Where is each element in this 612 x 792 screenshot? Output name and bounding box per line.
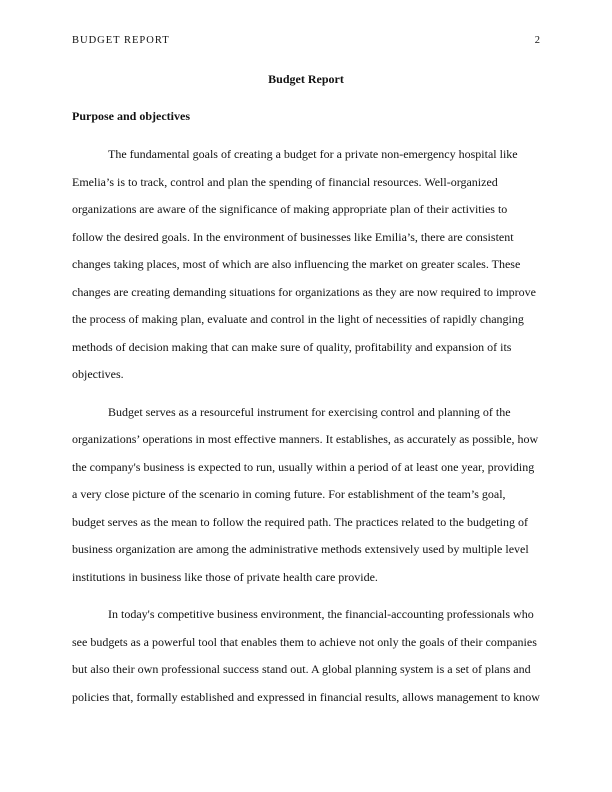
text-line: budget serves as the mean to follow the required path. The practices related to the budgeting of — [72, 514, 528, 529]
document-body — [72, 141, 542, 721]
paragraph — [72, 399, 542, 592]
text-line: organizations’ operations in most effective manners. It establishes, as accurately as possible, how — [72, 432, 539, 446]
text-line: but also their own professional success stand out. A global planning system is a set of plans and — [72, 662, 531, 676]
page-number: 2 — [534, 35, 540, 46]
text-line: a very close picture of the scenario in coming future. For establishment of the team’s goal, — [72, 487, 506, 501]
text-line: the company's business is expected to run, usually within a period of at least one year, providing — [72, 459, 535, 474]
running-head: BUDGET REPORT — [72, 35, 170, 46]
text-line: policies that, formally established and expressed in financial results, allows management to know — [72, 689, 540, 704]
text-line: Budget serves as a resourceful instrument for exercising control and planning of the — [108, 404, 511, 419]
paragraph — [72, 601, 542, 711]
text-line: In today's competitive business environment, the financial-accounting professionals who — [108, 607, 534, 621]
text-line: Emelia’s is to track, control and plan the spending of financial resources. Well-organized — [72, 174, 498, 189]
text-line: changes are creating demanding situations for organizations as they are now required to improve — [72, 284, 536, 299]
paragraph — [72, 141, 542, 389]
text-line: follow the desired goals. In the environment of businesses like Emilia’s, there are consistent — [72, 229, 514, 244]
text-line: methods of decision making that can make sure of quality, profitability and expansion of its — [72, 339, 512, 354]
text-line: business organization are among the administrative methods extensively used by multiple level — [72, 542, 529, 556]
text-line: changes taking places, most of which are also influencing the market on greater scales. These — [72, 257, 521, 271]
text-line: the process of making plan, evaluate and control in the light of necessities of rapidly changing — [72, 312, 524, 326]
document-title: Budget Report — [268, 72, 344, 86]
text-line: objectives. — [72, 367, 124, 381]
section-heading: Purpose and objectives — [72, 109, 190, 123]
text-line: see budgets as a powerful tool that enables them to achieve not only the goals of their companies — [72, 634, 537, 649]
text-line: organizations are aware of the significance of making appropriate plan of their activities to — [72, 202, 508, 216]
text-line: The fundamental goals of creating a budget for a private non-emergency hospital like — [108, 147, 518, 161]
text-line: institutions in business like those of private health care provide. — [72, 569, 378, 584]
